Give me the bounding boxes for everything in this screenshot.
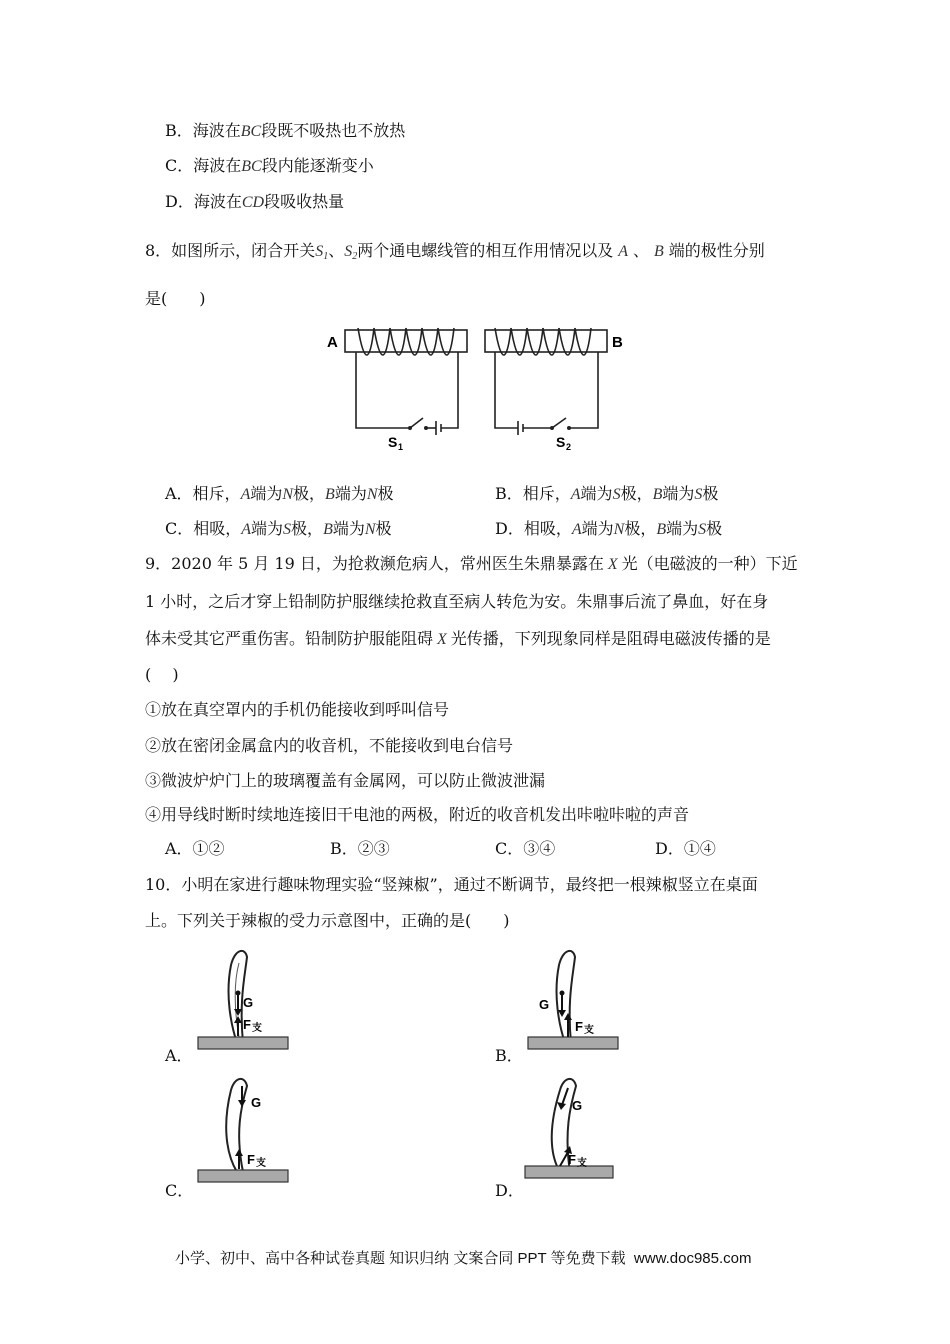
fig-c-f: F — [247, 1152, 255, 1167]
label-s1: S — [388, 434, 398, 450]
pepper-figure-d — [522, 1072, 622, 1187]
fig-d-g: G — [572, 1098, 583, 1113]
table-d — [525, 1166, 613, 1178]
right-wire-right — [569, 352, 598, 428]
q7-option-b: B．海波在BC段既不吸热也不放热 — [165, 121, 406, 140]
q9-item-2: ②放在密闭金属盒内的收音机，不能接收到电台信号 — [145, 736, 514, 755]
q9-stem-line2: 1 小时，之后才穿上铅制防护服继续抢救直至病人转危为安。朱鼎事后流了鼻血，好在身 — [145, 592, 769, 611]
q10-stem-line2: 上。下列关于辣椒的受力示意图中，正确的是( ) — [145, 911, 510, 930]
fig-d-f: F — [568, 1152, 576, 1167]
q9-stem-line1: 9．2020 年 5 月 19 日，为抢救濒危病人，常州医生朱鼎暴露在 X 光（电磁波的一种）下近 — [145, 554, 798, 573]
q9-stem-line3: 体未受其它严重伤害。铅制防护服能阻碍 X 光传播，下列现象同样是阻碍电磁波传播的是 — [145, 629, 771, 648]
pepper-figure-b — [525, 945, 625, 1055]
left-wire-left — [356, 352, 410, 428]
q9-option-d: D．①④ — [655, 839, 716, 858]
q8-stem-line1: 8．如图所示，闭合开关$S_1$、$S_2$两个通电螺线管的相互作用情况以及 A 、 B 端的极性分别 — [145, 241, 765, 262]
q7-option-d: D．海波在CD段吸收热量 — [165, 192, 345, 211]
fig-b-fsub: 支 — [584, 1025, 594, 1036]
label-s2-sub: 2 — [566, 442, 572, 450]
page-footer — [175, 1247, 751, 1268]
q9-stem-line4: ( ) — [145, 665, 179, 684]
footer-url[interactable]: www.doc985.com — [633, 1250, 752, 1267]
label-s1-sub: 1 — [398, 442, 404, 450]
q7-option-c: C．海波在BC段内能逐渐变小 — [165, 156, 374, 175]
q9-item-3: ③微波炉炉门上的玻璃覆盖有金属网，可以防止微波泄漏 — [145, 771, 546, 790]
label-a: A — [327, 334, 338, 351]
fig-b-letter: B． — [495, 1046, 523, 1065]
solenoid-diagram — [320, 320, 630, 450]
fig-c-g: G — [251, 1095, 262, 1110]
table-b — [528, 1037, 618, 1049]
q9-option-c: C．③④ — [495, 839, 556, 858]
fig-d-fsub: 支 — [577, 1158, 587, 1169]
fig-a-f: F — [243, 1017, 251, 1032]
fig-d-letter: D． — [495, 1181, 524, 1200]
fig-b-g: G — [539, 997, 550, 1012]
fig-b-f: F — [575, 1019, 583, 1034]
pepper-figure-a — [195, 945, 295, 1055]
table-a — [198, 1037, 288, 1049]
q9-option-b: B．②③ — [330, 839, 390, 858]
label-s2: S — [556, 434, 566, 450]
q8-option-a: A．相斥，A端为N极，B端为N极 — [165, 484, 394, 503]
q9-option-a: A．①② — [165, 839, 225, 858]
pepper-figure-c — [195, 1072, 295, 1187]
q10-stem-line1: 10．小明在家进行趣味物理实验“竖辣椒”，通过不断调节，最终把一根辣椒竖立在桌面 — [145, 875, 758, 894]
q9-item-1: ①放在真空罩内的手机仍能接收到呼叫信号 — [145, 700, 450, 719]
q8-option-c: C．相吸，A端为S极，B端为N极 — [165, 519, 392, 538]
q8-option-b: B．相斥，A端为S极，B端为S极 — [495, 484, 719, 503]
fig-c-fsub: 支 — [256, 1158, 266, 1169]
fig-a-fsub: 支 — [252, 1023, 262, 1034]
switch-s2-blade — [552, 418, 566, 428]
fig-a-letter: A． — [165, 1046, 193, 1065]
fig-c-letter: C． — [165, 1181, 194, 1200]
right-wire-left — [495, 352, 518, 428]
label-b: B — [612, 334, 623, 351]
footer-text: 小学、初中、高中各种试卷真题 知识归纳 文案合同 PPT 等免费下载 — [175, 1250, 626, 1267]
fig-a-g: G — [243, 995, 254, 1010]
left-wire-right — [441, 352, 458, 428]
q9-item-4: ④用导线时断时续地连接旧干电池的两极，附近的收音机发出咔啦咔啦的声音 — [145, 805, 690, 824]
switch-s1-blade — [410, 418, 423, 428]
q8-stem-line2: 是( ) — [145, 289, 206, 308]
q8-option-d: D．相吸，A端为N极，B端为S极 — [495, 519, 723, 538]
table-c — [198, 1170, 288, 1182]
